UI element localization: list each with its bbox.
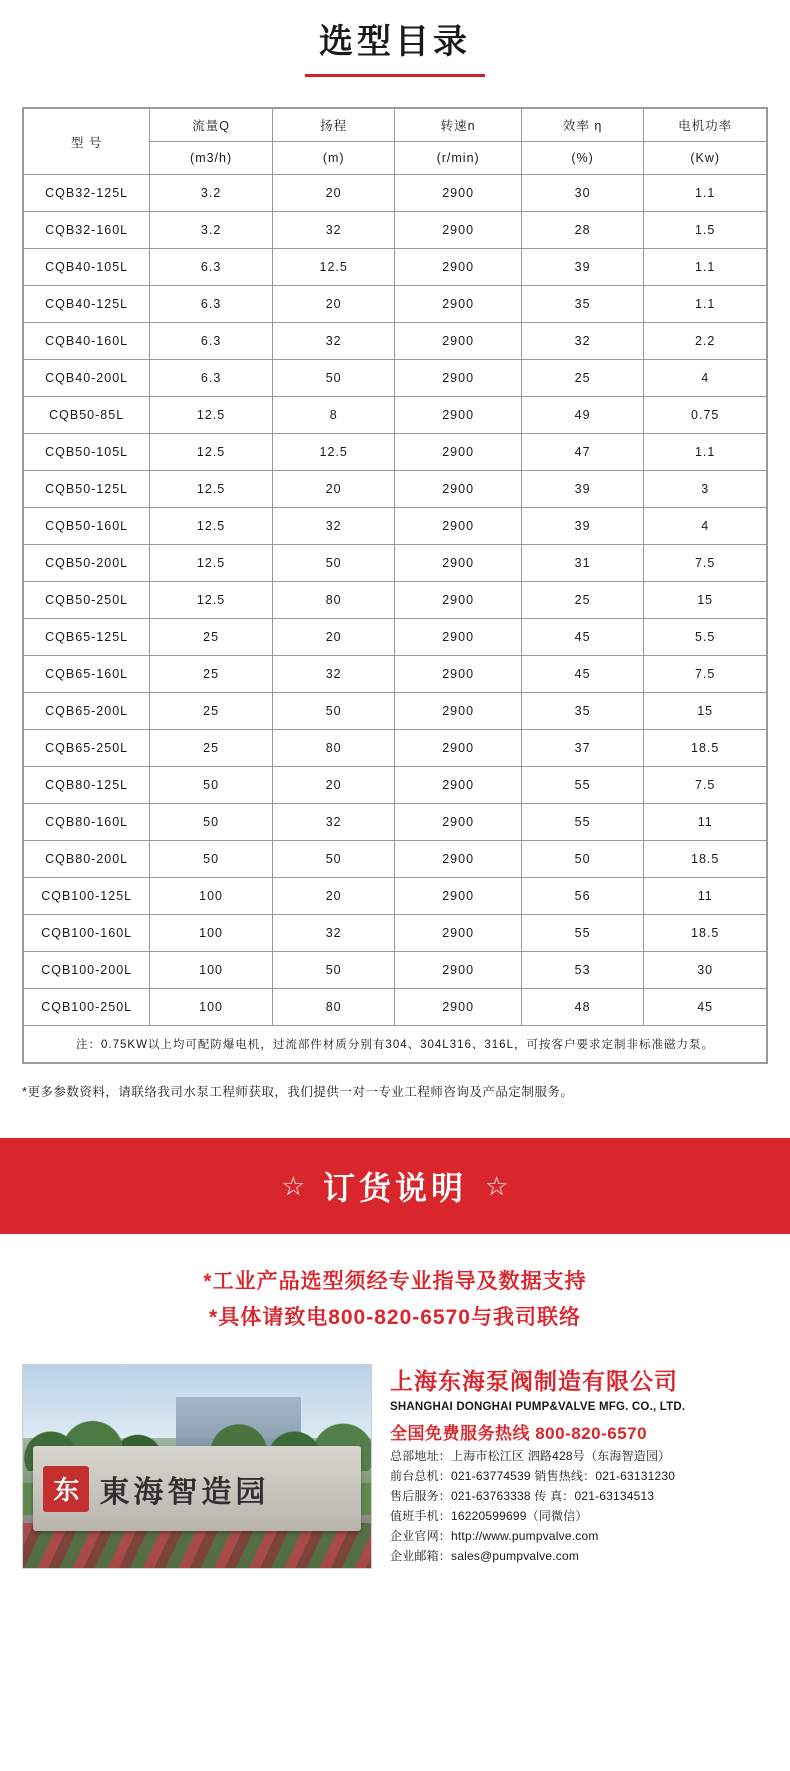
- table-cell: 55: [521, 767, 644, 804]
- table-cell: 18.5: [644, 915, 767, 952]
- header-efficiency: 效率 η: [521, 109, 644, 142]
- cell-model: CQB100-125L: [24, 878, 150, 915]
- company-contact-line: 前台总机：021-63774539 销售热线：021-63131230: [390, 1469, 676, 1483]
- title-underline: [305, 74, 485, 77]
- company-contact-line: 企业邮箱：sales@pumpvalve.com: [390, 1549, 580, 1563]
- table-row: [24, 397, 767, 434]
- table-cell: 6.3: [150, 323, 273, 360]
- table-cell: 100: [150, 878, 273, 915]
- company-contact-line: 售后服务：021-63763338 传 真：021-63134513: [390, 1489, 655, 1503]
- table-cell: 2900: [395, 915, 521, 952]
- table-cell: 12.5: [150, 545, 273, 582]
- table-cell: 7.5: [644, 767, 767, 804]
- table-cell: 50: [150, 841, 273, 878]
- unit-motor-power: (Kw): [644, 142, 767, 175]
- company-name-en: SHANGHAI DONGHAI PUMP&VALVE MFG. CO., LTD.: [390, 1401, 686, 1413]
- table-cell: 45: [521, 619, 644, 656]
- table-cell: 20: [272, 175, 395, 212]
- table-cell: 11: [644, 804, 767, 841]
- star-right-icon: ☆: [485, 1171, 509, 1201]
- table-cell: 32: [272, 508, 395, 545]
- table-cell: 45: [644, 989, 767, 1026]
- page-title: 选型目录: [319, 23, 471, 61]
- table-cell: 2900: [395, 952, 521, 989]
- table-cell: 2900: [395, 286, 521, 323]
- table-cell: 39: [521, 508, 644, 545]
- header-head: 扬程: [272, 109, 395, 142]
- cell-model: CQB65-200L: [24, 693, 150, 730]
- table-cell: 6.3: [150, 286, 273, 323]
- table-row: [24, 212, 767, 249]
- table-cell: 2900: [395, 471, 521, 508]
- table-cell: 35: [521, 286, 644, 323]
- header-model: 型 号: [24, 109, 150, 175]
- table-cell: 1.1: [644, 434, 767, 471]
- table-cell: 3.2: [150, 212, 273, 249]
- table-cell: 25: [150, 693, 273, 730]
- table-row: [24, 656, 767, 693]
- table-row: [24, 952, 767, 989]
- table-note-row: [24, 1026, 767, 1063]
- table-cell: 80: [272, 582, 395, 619]
- table-note: 注：0.75KW以上均可配防爆电机，过流部件材质分别有304、304L316、316L，可按客户要求定制非标准磁力泵。: [24, 1026, 767, 1063]
- table-cell: 4: [644, 360, 767, 397]
- table-row: [24, 545, 767, 582]
- table-cell: 100: [150, 915, 273, 952]
- table-cell: 7.5: [644, 656, 767, 693]
- cell-model: CQB50-160L: [24, 508, 150, 545]
- table-row: [24, 360, 767, 397]
- table-cell: 50: [272, 841, 395, 878]
- table-cell: 80: [272, 989, 395, 1026]
- table-cell: 2900: [395, 619, 521, 656]
- table-cell: 39: [521, 471, 644, 508]
- company-name-cn: 上海东海泵阀制造有限公司: [390, 1368, 678, 1394]
- cell-model: CQB80-200L: [24, 841, 150, 878]
- table-row: [24, 841, 767, 878]
- table-cell: 50: [272, 952, 395, 989]
- photo-sign-stone: [33, 1446, 360, 1531]
- table-cell: 5.5: [644, 619, 767, 656]
- table-cell: 32: [272, 656, 395, 693]
- cell-model: CQB50-105L: [24, 434, 150, 471]
- sub-note: *更多参数资料，请联络我司水泵工程师获取，我们提供一对一专业工程师咨询及产品定制服务。: [22, 1085, 574, 1099]
- table-cell: 18.5: [644, 730, 767, 767]
- company-contact-line: 值班手机：16220599699（同微信）: [390, 1509, 588, 1523]
- cell-model: CQB40-125L: [24, 286, 150, 323]
- cell-model: CQB50-125L: [24, 471, 150, 508]
- table-cell: 20: [272, 767, 395, 804]
- table-cell: 50: [150, 804, 273, 841]
- cell-model: CQB40-200L: [24, 360, 150, 397]
- table-row: [24, 508, 767, 545]
- table-row: [24, 804, 767, 841]
- table-cell: 49: [521, 397, 644, 434]
- table-row: [24, 582, 767, 619]
- table-cell: 50: [521, 841, 644, 878]
- table-cell: 2900: [395, 360, 521, 397]
- star-left-icon: ☆: [281, 1171, 305, 1201]
- red-note-2: *具体请致电800-820-6570与我司联络: [209, 1306, 581, 1329]
- table-cell: 2900: [395, 397, 521, 434]
- table-cell: 12.5: [272, 249, 395, 286]
- red-note-1: *工业产品选型须经专业指导及数据支持: [203, 1270, 587, 1293]
- table-cell: 3.2: [150, 175, 273, 212]
- table-cell: 2900: [395, 249, 521, 286]
- table-cell: 1.1: [644, 286, 767, 323]
- table-cell: 2900: [395, 989, 521, 1026]
- spec-table: [23, 108, 767, 1063]
- table-row: [24, 693, 767, 730]
- table-cell: 55: [521, 915, 644, 952]
- table-row: [24, 989, 767, 1026]
- unit-efficiency: (%): [521, 142, 644, 175]
- cell-model: CQB32-160L: [24, 212, 150, 249]
- table-cell: 39: [521, 249, 644, 286]
- footer: [0, 1360, 790, 1599]
- unit-flow: (m3/h): [150, 142, 273, 175]
- cell-model: CQB80-160L: [24, 804, 150, 841]
- table-cell: 3: [644, 471, 767, 508]
- table-row: [24, 286, 767, 323]
- cell-model: CQB65-160L: [24, 656, 150, 693]
- company-contact-line: 总部地址：上海市松江区 泗路428号（东海智造园）: [390, 1449, 671, 1463]
- table-cell: 6.3: [150, 360, 273, 397]
- table-cell: 12.5: [150, 508, 273, 545]
- table-cell: 2900: [395, 730, 521, 767]
- table-cell: 18.5: [644, 841, 767, 878]
- cell-model: CQB50-200L: [24, 545, 150, 582]
- company-contact-line: 企业官网：http://www.pumpvalve.com: [390, 1529, 599, 1543]
- table-cell: 50: [150, 767, 273, 804]
- header-flow: 流量Q: [150, 109, 273, 142]
- factory-photo: [22, 1364, 372, 1569]
- table-cell: 8: [272, 397, 395, 434]
- table-row: [24, 730, 767, 767]
- cell-model: CQB40-160L: [24, 323, 150, 360]
- table-cell: 2.2: [644, 323, 767, 360]
- cell-model: CQB32-125L: [24, 175, 150, 212]
- table-cell: 0.75: [644, 397, 767, 434]
- table-cell: 25: [521, 582, 644, 619]
- table-cell: 2900: [395, 878, 521, 915]
- table-row: [24, 175, 767, 212]
- table-cell: 20: [272, 286, 395, 323]
- table-cell: 12.5: [150, 582, 273, 619]
- unit-head: (m): [272, 142, 395, 175]
- table-head: [24, 109, 767, 175]
- table-foot: [24, 1026, 767, 1063]
- header-motor-power: 电机功率: [644, 109, 767, 142]
- unit-speed: (r/min): [395, 142, 521, 175]
- cell-model: CQB50-250L: [24, 582, 150, 619]
- order-banner: [0, 1138, 790, 1234]
- table-cell: 32: [272, 804, 395, 841]
- table-row: [24, 249, 767, 286]
- header-speed: 转速n: [395, 109, 521, 142]
- table-cell: 28: [521, 212, 644, 249]
- table-cell: 2900: [395, 212, 521, 249]
- cell-model: CQB65-250L: [24, 730, 150, 767]
- table-cell: 11: [644, 878, 767, 915]
- table-cell: 48: [521, 989, 644, 1026]
- table-cell: 53: [521, 952, 644, 989]
- table-cell: 31: [521, 545, 644, 582]
- table-cell: 45: [521, 656, 644, 693]
- table-cell: 20: [272, 471, 395, 508]
- table-cell: 2900: [395, 841, 521, 878]
- table-cell: 37: [521, 730, 644, 767]
- table-cell: 2900: [395, 323, 521, 360]
- table-cell: 6.3: [150, 249, 273, 286]
- table-cell: 20: [272, 878, 395, 915]
- table-cell: 12.5: [150, 471, 273, 508]
- table-cell: 25: [150, 730, 273, 767]
- table-cell: 100: [150, 952, 273, 989]
- table-cell: 2900: [395, 582, 521, 619]
- table-cell: 1.1: [644, 249, 767, 286]
- cell-model: CQB100-160L: [24, 915, 150, 952]
- table-cell: 12.5: [272, 434, 395, 471]
- table-cell: 20: [272, 619, 395, 656]
- table-cell: 50: [272, 360, 395, 397]
- company-info: [390, 1364, 768, 1566]
- table-row: [24, 767, 767, 804]
- table-cell: 50: [272, 545, 395, 582]
- table-cell: 2900: [395, 804, 521, 841]
- table-row: [24, 434, 767, 471]
- table-cell: 55: [521, 804, 644, 841]
- table-cell: 2900: [395, 434, 521, 471]
- table-cell: 32: [272, 323, 395, 360]
- table-body: [24, 175, 767, 1026]
- cell-model: CQB80-125L: [24, 767, 150, 804]
- photo-sign-text: 東海智造园: [99, 1474, 270, 1510]
- company-contact-lines: [390, 1446, 768, 1566]
- table-cell: 7.5: [644, 545, 767, 582]
- table-cell: 1.5: [644, 212, 767, 249]
- table-cell: 56: [521, 878, 644, 915]
- table-cell: 12.5: [150, 434, 273, 471]
- table-cell: 2900: [395, 175, 521, 212]
- table-cell: 15: [644, 693, 767, 730]
- table-cell: 2900: [395, 656, 521, 693]
- order-banner-title: 订货说明: [322, 1170, 467, 1206]
- table-cell: 32: [272, 915, 395, 952]
- table-cell: 32: [521, 323, 644, 360]
- spec-table-wrapper: [22, 107, 768, 1064]
- cell-model: CQB40-105L: [24, 249, 150, 286]
- table-cell: 1.1: [644, 175, 767, 212]
- table-cell: 2900: [395, 693, 521, 730]
- cell-model: CQB100-200L: [24, 952, 150, 989]
- title-block: [0, 0, 790, 77]
- table-row: [24, 323, 767, 360]
- table-cell: 2900: [395, 767, 521, 804]
- table-cell: 47: [521, 434, 644, 471]
- table-cell: 30: [644, 952, 767, 989]
- company-hotline: 全国免费服务热线 800-820-6570: [390, 1424, 648, 1443]
- table-cell: 4: [644, 508, 767, 545]
- table-cell: 30: [521, 175, 644, 212]
- table-cell: 50: [272, 693, 395, 730]
- table-cell: 25: [521, 360, 644, 397]
- table-row: [24, 878, 767, 915]
- table-cell: 2900: [395, 545, 521, 582]
- cell-model: CQB100-250L: [24, 989, 150, 1026]
- company-logo-icon: 东: [43, 1466, 89, 1512]
- table-header-row-units-top: [24, 109, 767, 142]
- table-row: [24, 619, 767, 656]
- cell-model: CQB65-125L: [24, 619, 150, 656]
- cell-model: CQB50-85L: [24, 397, 150, 434]
- table-cell: 12.5: [150, 397, 273, 434]
- table-cell: 80: [272, 730, 395, 767]
- red-notes: [0, 1234, 790, 1360]
- table-cell: 35: [521, 693, 644, 730]
- table-cell: 15: [644, 582, 767, 619]
- table-cell: 25: [150, 656, 273, 693]
- table-cell: 2900: [395, 508, 521, 545]
- table-cell: 100: [150, 989, 273, 1026]
- table-row: [24, 915, 767, 952]
- table-row: [24, 471, 767, 508]
- table-cell: 32: [272, 212, 395, 249]
- table-cell: 25: [150, 619, 273, 656]
